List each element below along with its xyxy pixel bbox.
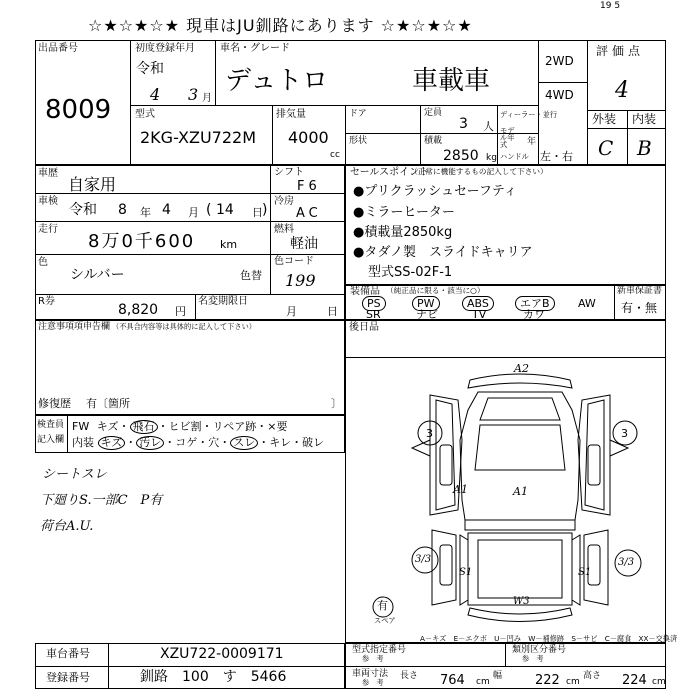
check-fw: FW [72,420,90,433]
sales-point-2: ●ミラーヒーター [353,205,455,220]
check-hole: 穴 [208,436,220,449]
fuel-label: 燃料 [274,224,294,235]
chassis-value: XZU722-0009171 [160,646,284,662]
check-dirt: 汚レ [136,436,164,450]
handwritten-note-1: シートスレ [42,467,107,482]
equip-navi: ナビ [416,308,438,321]
score-label: 評価点 [596,44,645,58]
equip-leather: カワ [523,308,545,321]
fuel-value: 軽油 [290,236,318,252]
sep: ・ [157,420,169,433]
size-ref: 参 考 [362,679,384,688]
shift-value: F6 [297,179,321,194]
name-change-day-unit: 日 [327,305,338,318]
diagram-legend: A－キズ E－エクボ U－凹み W－補修跡 S－サビ C－腐食 XX－交換済 [420,635,678,644]
displacement-unit: cc [330,150,340,160]
size-label: 車両寸法 [352,669,389,679]
plate-label: 登録番号 [46,671,90,684]
displacement-value: 4000 [288,128,329,147]
drive-4wd: 4WD [545,88,574,102]
equip-sr: SR [366,308,381,321]
equip-abs: ABS [462,296,494,311]
dealer-label: ディーラー・並行 [500,111,558,120]
car-name: デュトロ [225,66,329,96]
color-label: 色 [38,257,48,268]
capacity-value: 3 [459,116,468,132]
notes-label: 注意事項項申告欄 [38,322,111,332]
class-ref: 参 考 [522,655,544,664]
mark-s1-right: S1 [578,567,592,578]
color-code-label: 色コード [274,256,314,267]
mark-spare-yes: 有 [377,599,388,612]
recycle-value: 8,820 [118,302,159,318]
check-int-scratch: キズ [98,436,126,450]
sheet-title: ☆★☆★☆★ 現車はJU釧路にあります ☆★☆★☆★ [88,16,473,35]
notes-sub: （不具合内容等は具体的に記入して下さい） [112,323,257,332]
lot-label: 出品番号 [38,43,78,54]
equip-pw: PW [412,296,440,311]
mileage-unit: km [220,238,238,251]
width-value: 222 [535,673,560,688]
mark-a1-left: A1 [453,483,468,496]
inspection-paren-close: ) [262,202,268,218]
inspection-day-unit: 日 [252,206,263,219]
load-unit: kg [486,153,497,163]
check-scratch: キズ [96,420,119,433]
check-cut: キレ [269,436,292,449]
sep: ・ [291,436,303,449]
car-grade: 車載車 [412,66,491,96]
equip-airbag: エアB [515,296,555,311]
check-interior: 内装 [72,436,94,449]
sep: ・ [118,420,130,433]
warranty-label: 新車保証書 [617,286,663,296]
drive-2wd: 2WD [545,54,574,68]
mileage-label: 走行 [38,224,58,235]
check-repair-mark: リペア跡 [212,420,257,433]
warranty-value: 有・無 [621,301,658,315]
corner-note: 19 5 [600,1,621,11]
equip-ps: PS [362,296,386,311]
sep: ・ [256,420,268,433]
mark-s1-left: S1 [459,567,473,578]
spec-label: 型式指定番号 [352,645,407,655]
checker-label-2: 記入欄 [37,435,65,445]
inspection-era: 令和 [69,202,97,218]
recycle-label: R券 [38,296,55,307]
sales-point-5: 型式SS-02F-1 [368,265,453,280]
inspection-month-unit: 月 [188,206,199,219]
model-year-unit: 年 [527,137,537,147]
mark-a1-center: A1 [513,485,528,498]
width-label: 幅 [493,671,503,681]
equipment-label: 装備品 [350,286,380,297]
length-value: 764 [440,673,465,688]
height-unit: cm [652,677,666,687]
inspection-year: 8 [118,202,127,218]
handwritten-note-2: 下廻りS.一部C P有 [40,493,163,508]
mileage-value: 8万0千600 [88,231,196,252]
score-value: 4 [615,78,629,103]
equipment-note: （純正品に限る・該当に○） [386,287,485,296]
check-burn: コゲ [175,436,198,449]
registration-year: 4 [150,85,161,104]
repair-label: 修復歴 [38,397,71,410]
handle-label: ハンドル [500,153,529,162]
interior-label: 内装 [632,112,657,126]
sales-point-4: ●タダノ製 スライドキャリア [353,245,533,260]
repair-close: 〕 [331,397,342,410]
sep: ・ [125,436,137,449]
handwritten-note-3: 荷台A.U. [40,519,94,534]
repair-value: 有〔箇所 [86,397,130,410]
after-goods-label: 後日品 [349,322,379,333]
check-wear: スレ [230,436,258,450]
checker-label-1: 検査員 [37,420,65,430]
spec-ref: 参 考 [362,655,384,664]
registration-month: 3 [188,85,199,104]
mark-3-left: 3 [426,427,433,440]
sep: ・ [164,436,176,449]
inspection-year-unit: 年 [140,206,151,219]
aircon-label: 冷房 [274,196,294,207]
mark-w3: W3 [513,596,530,607]
model-value: 2KG-XZU722M [140,128,257,147]
doors-label: ドア [349,109,367,119]
sales-point-3: ●積載量2850kg [353,225,453,240]
load-value: 2850 [443,148,479,164]
height-value: 224 [622,673,647,688]
equip-aw: AW [578,297,596,310]
inspection-month: 4 [162,202,171,218]
sep: ・ [201,420,213,433]
check-needed: ×要 [267,420,288,433]
width-unit: cm [566,677,580,687]
history-value: 自家用 [68,175,117,194]
length-label: 長さ [400,671,419,681]
sep: ・ [258,436,270,449]
name-change-month-unit: 月 [286,305,297,318]
model-year-label: モデル年式 [500,127,515,150]
spare-label: スペア [374,617,396,626]
plate-value: 釧路 100 す 5466 [140,669,287,685]
mark-3-right: 3 [621,427,628,440]
check-crack: ヒビ割 [168,420,202,433]
mark-a2: A2 [514,362,529,375]
shape-label: 形状 [349,136,368,146]
exterior-value: C [598,136,614,160]
inspection-paren-open: ( [206,202,212,218]
shift-label: シフト [274,167,304,178]
handle-value: 左・右 [540,150,573,163]
inspection-day: 14 [216,202,234,218]
repaint-label: 色替 [240,269,262,282]
car-name-label: 車名・グレード [220,43,290,54]
sales-point-1: ●プリクラッシュセーフティ [353,184,517,199]
sales-points-label: セールスポイント [350,167,430,178]
check-stone-chip: 飛石 [130,420,158,434]
model-label: 型式 [135,109,155,120]
sep: ・ [219,436,231,449]
sales-points-note: （正常に機能するもの記入して下さい） [410,168,548,177]
equip-tv: TV [472,308,487,321]
height-label: 高さ [583,671,602,681]
load-label: 積載 [424,136,443,146]
registration-era: 令和 [136,61,164,77]
inspection-label: 車検 [38,196,58,207]
name-change-label: 名変期限日 [198,296,248,307]
capacity-label: 定員 [424,108,443,118]
registration-month-unit: 月 [202,93,212,104]
lot-number: 8009 [45,95,112,125]
capacity-unit: 人 [483,120,494,133]
exterior-label: 外装 [592,112,617,126]
registration-label: 初度登録年月 [135,43,195,54]
displacement-label: 排気量 [276,109,306,120]
check-tear: 破レ [302,436,325,449]
color-value: シルバー [70,267,125,283]
color-code-value: 199 [285,271,316,290]
sep: ・ [197,436,209,449]
mark-33-right: 3/3 [618,557,635,568]
class-label: 類別区分番号 [512,645,567,655]
length-unit: cm [476,677,490,687]
history-label: 車歴 [38,168,58,179]
interior-value: B [637,136,652,160]
chassis-label: 車台番号 [46,647,90,660]
mark-33-left: 3/3 [415,554,432,565]
aircon-value: AC [296,206,322,221]
recycle-unit: 円 [175,305,186,318]
